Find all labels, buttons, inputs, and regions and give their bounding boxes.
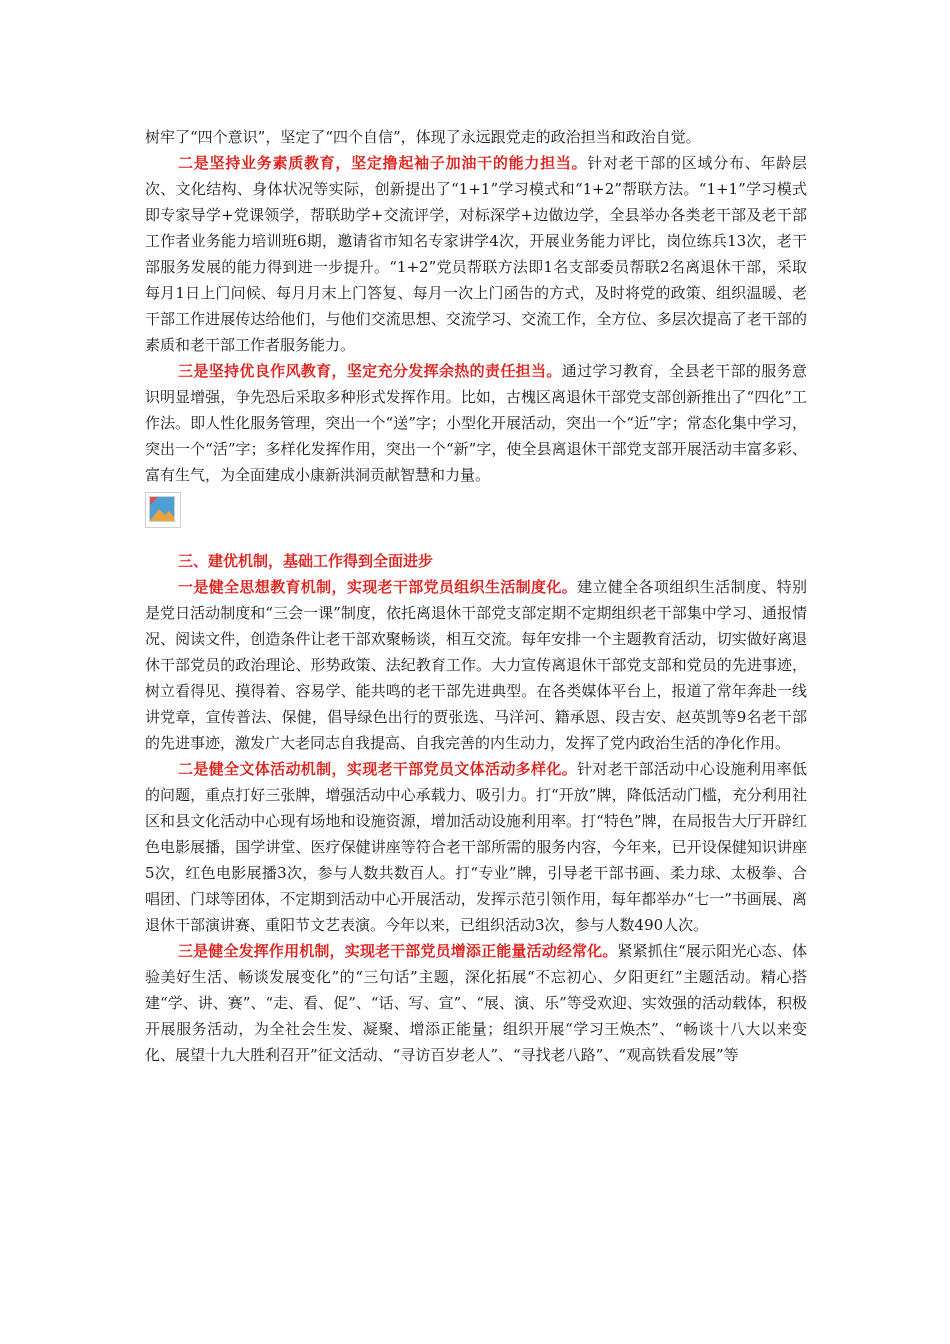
paragraph-lead: 三是坚持优良作风教育，坚定充分发挥余热的责任担当。	[178, 362, 562, 380]
paragraph-role-mechanism	[145, 938, 807, 1068]
paragraph-lead: 一是健全思想教育机制，实现老干部党员组织生活制度化。	[178, 578, 578, 596]
paragraph-body: 针对老干部活动中心设施利用率低的问题，重点打好三张牌，增强活动中心承载力、吸引力。打“开放”牌，降低活动门槛，充分利用社区和县文化活动中心现有场地和设施资源，增加活动设施利用率。打“特色”牌，在局报告大厅开辟红色电影展播，国学讲堂、医疗保健讲座等符合老干部所需的服务内容，今年来，已开设保健知识讲座5次，红色电影展播3次，参与人数共数百人。打“专业”牌，引导老干部书画、柔力球、太极拳、合唱团、门球等团体，不定期到活动中心开展活动，发挥示范引领作用，每年都举办“七一”书画展、离退休干部演讲赛、重阳节文艺表演。今年以来，已组织活动3次，参与人数490人次。	[145, 760, 807, 934]
paragraph-body: 通过学习教育，全县老干部的服务意识明显增强，争先恐后采取多种形式发挥作用。比如，古槐区离退休干部党支部创新推出了“四化”工作法。即人性化服务管理，突出一个“送”字；小型化开展活动，突出一个“近”字；常态化集中学习，突出一个“活”字；多样化发挥作用，突出一个“新”字，使全县离退休干部党支部开展活动丰富多彩、富有生气，为全面建成小康新洪洞贡献智慧和力量。	[145, 362, 807, 484]
paragraph-body: 建立健全各项组织生活制度、特别是党日活动制度和“三会一课”制度，依托离退休干部党支部定期不定期组织老干部集中学习、通报情况、阅读文件，创造条件让老干部欢聚畅谈，相互交流。每年安排一个主题教育活动，切实做好离退休干部党员的政治理论、形势政策、法纪教育工作。大力宣传离退休干部党支部和党员的先进事迹，树立看得见、摸得着、容易学、能共鸣的老干部先进典型。在各类媒体平台上，报道了常年奔赴一线讲党章，宣传普法、保健，倡导绿色出行的贾张选、马洋河、籍承恩、段吉安、赵英凯等9名老干部的先进事迹，激发广大老同志自我提高、自我完善的内生动力，发挥了党内政治生活的净化作用。	[145, 578, 807, 752]
paragraph-lead: 二是坚持业务素质教育，坚定撸起袖子加油干的能力担当。	[178, 154, 588, 172]
paragraph-body: 紧紧抓住“展示阳光心态、体验美好生活、畅谈发展变化”的“三句话”主题，深化拓展“不忘初心、夕阳更红”主题活动。精心搭建“学、讲、赛”、“走、看、促”、“话、写、宣”、“展、演、乐”等受欢迎、实效强的活动载体，积极开展服务活动，为全社会生发、凝聚、增添正能量；组织开展“学习王焕杰”、“畅谈十八大以来变化、展望十九大胜利召开”征文活动、“寻访百岁老人”、“寻找老八路”、“观高铁看发展”等	[145, 942, 807, 1064]
paragraph-cultural-mechanism	[145, 756, 807, 938]
paragraph-business-education	[145, 150, 807, 358]
paragraph-lead: 二是健全文体活动机制，实现老干部党员文体活动多样化。	[178, 760, 578, 778]
paragraph-continuation: 树牢了“四个意识”，坚定了“四个自信”，体现了永远跟党走的政治担当和政治自觉。	[145, 128, 701, 146]
paragraph-body: 针对老干部的区域分布、年龄层次、文化结构、身体状况等实际，创新提出了“1+1”学习模式和“1+2”帮联方法。“1+1”学习模式即专家导学+党课领学，帮联助学+交流评学，对标深学+边做边学，全县举办各类老干部及老干部工作者业务能力培训班6期，邀请省市知名专家讲学4次，开展业务能力评比，岗位练兵13次，老干部服务发展的能力得到进一步提升。“1+2”党员帮联方法即1名支部委员帮联2名离退休干部，采取每月1日上门问候、每月月末上门答复、每月一次上门函告的方式，及时将党的政策、组织温暖、老干部工作进展传达给他们，与他们交流思想、交流学习、交流工作，全方位、多层次提高了老干部的素质和老干部工作者服务能力。	[145, 154, 807, 354]
paragraph-lead: 三是健全发挥作用机制，实现老干部党员增添正能量活动经常化。	[178, 942, 618, 960]
document-body	[145, 124, 807, 1068]
section-heading: 三、建优机制，基础工作得到全面进步	[178, 552, 434, 570]
paragraph-ideological-mechanism	[145, 574, 807, 756]
image-placeholder-graphic	[149, 496, 175, 522]
paragraph-style-education	[145, 358, 807, 488]
broken-image-icon	[145, 492, 181, 528]
